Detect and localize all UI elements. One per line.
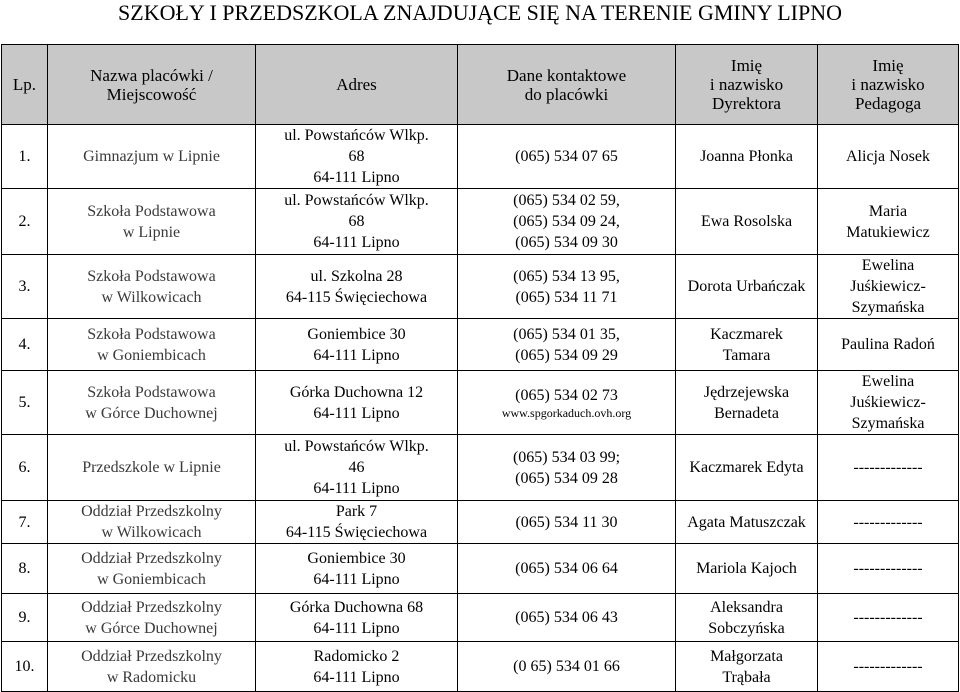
row-contact [458,371,676,435]
row-teacher [818,189,959,255]
row-lp-text: 6. [18,459,31,476]
row-name-text: Szkoła Podstawowa [87,267,216,285]
row-teacher-text: Ewelina [861,373,915,390]
row-address-text: 64-111 Lipno [313,169,400,186]
row-contact [458,501,676,544]
row-director-text: Sobczyńska [708,619,785,637]
row-director-text: Mariola Kajoch [696,560,797,577]
row-director-text: Joanna Płonka [700,148,793,165]
row-teacher-text: ------------- [853,658,923,675]
row-contact [458,642,676,692]
row-name [48,501,256,544]
row-contact-text: (065) 534 11 30 [515,513,618,531]
row-address-text: 46 [348,459,365,476]
row-name-text: w Górce Duchownej [85,404,218,422]
row-contact [458,594,676,642]
row-address-text: 68 [348,148,365,165]
row-name [48,642,256,692]
row-contact-text: (065) 534 09 30 [515,234,618,251]
row-lp [2,501,48,544]
row-contact-text: (0 65) 534 01 66 [513,658,620,675]
row-address-text: Górka Duchowna 68 [289,598,424,616]
row-address [256,642,458,692]
row-address-text: Park 7 [335,503,378,520]
table-row [2,125,959,189]
row-teacher-text: Alicja Nosek [846,148,930,165]
row-director-text: Agata Matuszczak [687,513,806,531]
row-name-text: w Goniembicach [97,570,206,588]
row-address-text: ul. Powstańców Wlkp. [284,192,429,209]
table-row [2,255,959,319]
row-lp [2,371,48,435]
header-address: Adres [256,45,458,125]
row-lp-text: 10. [14,658,35,675]
table-row [2,319,959,371]
row-teacher-text: ------------- [853,459,923,476]
row-name-text: Oddział Przedszkolny [81,647,222,665]
row-director-text: Tamara [722,346,771,364]
row-name [48,125,256,189]
row-lp-text: 7. [18,513,31,531]
header-row [2,45,959,125]
row-name-text: Szkoła Podstawowa [87,202,216,220]
row-address-text: 64-111 Lipno [313,619,400,637]
row-address-text: 64-111 Lipno [313,570,400,588]
row-director-text: Jędrzejewska [703,383,790,401]
row-contact-text: (065) 534 02 73 [515,386,618,404]
header-teacher: Imię i nazwisko Pedagoga [818,45,959,125]
row-address-text: ul. Powstańców Wlkp. [284,438,429,455]
row-name-text: Oddział Przedszkolny [81,598,222,616]
row-address-text: 64-111 Lipno [313,480,400,497]
row-contact-text: (065) 534 13 95, [513,267,620,285]
row-teacher-text: Juśkiewicz- [850,394,926,411]
row-address [256,435,458,501]
row-director [676,544,818,594]
row-lp-text: 4. [18,336,31,353]
header-name: Nazwa placówki / Miejscowość [48,45,256,125]
row-address-text: 64-111 Lipno [313,346,400,364]
row-address-text: ul. Szkolna 28 [310,267,403,285]
row-address [256,255,458,319]
row-address [256,125,458,189]
row-lp-text: 8. [18,560,31,577]
row-name [48,544,256,594]
row-name [48,594,256,642]
row-director-text: Aleksandra [710,598,783,616]
row-address [256,594,458,642]
row-contact-text: (065) 534 11 71 [515,288,618,306]
table-row [2,435,959,501]
row-address-text: Goniembice 30 [307,549,406,567]
row-director-text: Małgorzata [710,647,783,665]
table-row [2,189,959,255]
row-lp [2,435,48,501]
table-row [2,594,959,642]
row-address-text: 64-115 Święciechowa [285,524,428,541]
row-contact-text: (065) 534 07 65 [515,148,618,165]
row-lp [2,189,48,255]
row-director [676,255,818,319]
table-row [2,501,959,544]
row-name [48,319,256,371]
row-address [256,319,458,371]
row-address-text: 64-111 Lipno [313,404,400,422]
row-address [256,189,458,255]
row-teacher [818,125,959,189]
row-address-text: 68 [348,213,365,230]
schools-table [1,44,959,692]
row-lp [2,125,48,189]
row-director [676,501,818,544]
row-contact-text: www.spgorkaduch.ovh.org [501,405,632,420]
header-lp: Lp. [2,45,48,125]
row-address-text: Goniembice 30 [307,325,406,343]
row-director-text: Kaczmarek Edyta [689,459,804,476]
row-lp-text: 9. [18,609,31,626]
row-address-text: 64-111 Lipno [313,234,400,251]
row-name-text: Oddział Przedszkolny [81,503,222,520]
row-director-text: Trąbała [722,668,771,686]
row-director [676,594,818,642]
row-teacher-text: ------------- [853,513,923,531]
row-name-text: Gimnazjum w Lipnie [83,148,220,165]
row-teacher-text: Matukiewicz [846,223,930,241]
row-teacher [818,371,959,435]
row-name-text: w Wilkowicach [101,524,202,541]
row-address-text: Radomicko 2 [313,647,400,665]
row-director-text: Bernadeta [714,404,779,422]
row-teacher-text: ------------- [853,560,923,577]
row-teacher-text: Ewelina [861,257,915,274]
row-teacher [818,594,959,642]
row-address [256,371,458,435]
row-lp [2,319,48,371]
row-contact-text: (065) 534 02 59, [513,192,620,209]
row-name [48,189,256,255]
row-contact [458,125,676,189]
row-name [48,255,256,319]
row-contact-text: (065) 534 06 64 [515,560,618,577]
row-teacher-text: Szymańska [851,299,925,316]
row-teacher [818,642,959,692]
row-name-text: Przedszkole w Lipnie [82,459,221,476]
row-lp [2,255,48,319]
row-contact [458,189,676,255]
row-teacher [818,319,959,371]
table-row [2,544,959,594]
row-address-text: ul. Powstańców Wlkp. [284,127,429,144]
row-lp [2,642,48,692]
row-contact-text: (065) 534 09 29 [515,346,618,364]
row-contact-text: (065) 534 03 99; [512,448,621,466]
row-teacher-text: Paulina Radoń [841,336,935,353]
row-teacher [818,255,959,319]
row-teacher-text: ------------- [853,609,923,626]
row-director [676,642,818,692]
row-name-text: w Wilkowicach [101,288,202,306]
row-teacher [818,544,959,594]
row-lp-text: 1. [18,148,31,165]
row-contact-text: (065) 534 01 35, [513,325,620,343]
row-name-text: Oddział Przedszkolny [81,549,222,567]
row-contact [458,435,676,501]
row-director-text: Ewa Rosolska [700,213,793,230]
row-lp-text: 5. [18,394,31,411]
row-lp [2,594,48,642]
row-teacher-text: Szymańska [851,415,925,432]
row-name-text: w Lipnie [122,223,181,241]
table-row [2,371,959,435]
row-teacher-text: Maria [868,202,908,220]
row-director [676,125,818,189]
row-name [48,371,256,435]
row-lp-text: 2. [18,213,31,230]
row-contact [458,255,676,319]
row-address [256,501,458,544]
row-name-text: Szkoła Podstawowa [87,383,216,401]
row-teacher-text: Juśkiewicz- [850,278,926,295]
row-director-text: Dorota Urbańczak [687,278,806,295]
table-row [2,642,959,692]
row-name-text: w Radomicku [106,668,197,686]
row-address-text: Górka Duchowna 12 [289,383,424,401]
row-lp-text: 3. [18,278,31,295]
row-address-text: 64-111 Lipno [313,668,400,686]
row-name-text: w Górce Duchownej [85,619,218,637]
row-teacher [818,435,959,501]
row-contact-text: (065) 534 09 28 [515,469,618,487]
row-teacher [818,501,959,544]
row-name-text: w Goniembicach [97,346,206,364]
row-contact-text: (065) 534 06 43 [515,609,618,626]
row-address [256,544,458,594]
row-director [676,371,818,435]
row-director [676,435,818,501]
row-name [48,435,256,501]
page-title: SZKOŁY I PRZEDSZKOLA ZNAJDUJĄCE SIĘ NA TERENIE GMINY LIPNO [118,0,842,25]
header-director: Imię i nazwisko Dyrektora [676,45,818,125]
row-director [676,319,818,371]
row-name-text: Szkoła Podstawowa [87,325,216,343]
row-lp [2,544,48,594]
row-contact [458,319,676,371]
row-director [676,189,818,255]
row-contact-text: (065) 534 09 24, [513,213,620,230]
row-director-text: Kaczmarek [710,325,783,343]
row-contact [458,544,676,594]
row-address-text: 64-115 Święciechowa [285,288,428,306]
header-contact: Dane kontaktowe do placówki [458,45,676,125]
